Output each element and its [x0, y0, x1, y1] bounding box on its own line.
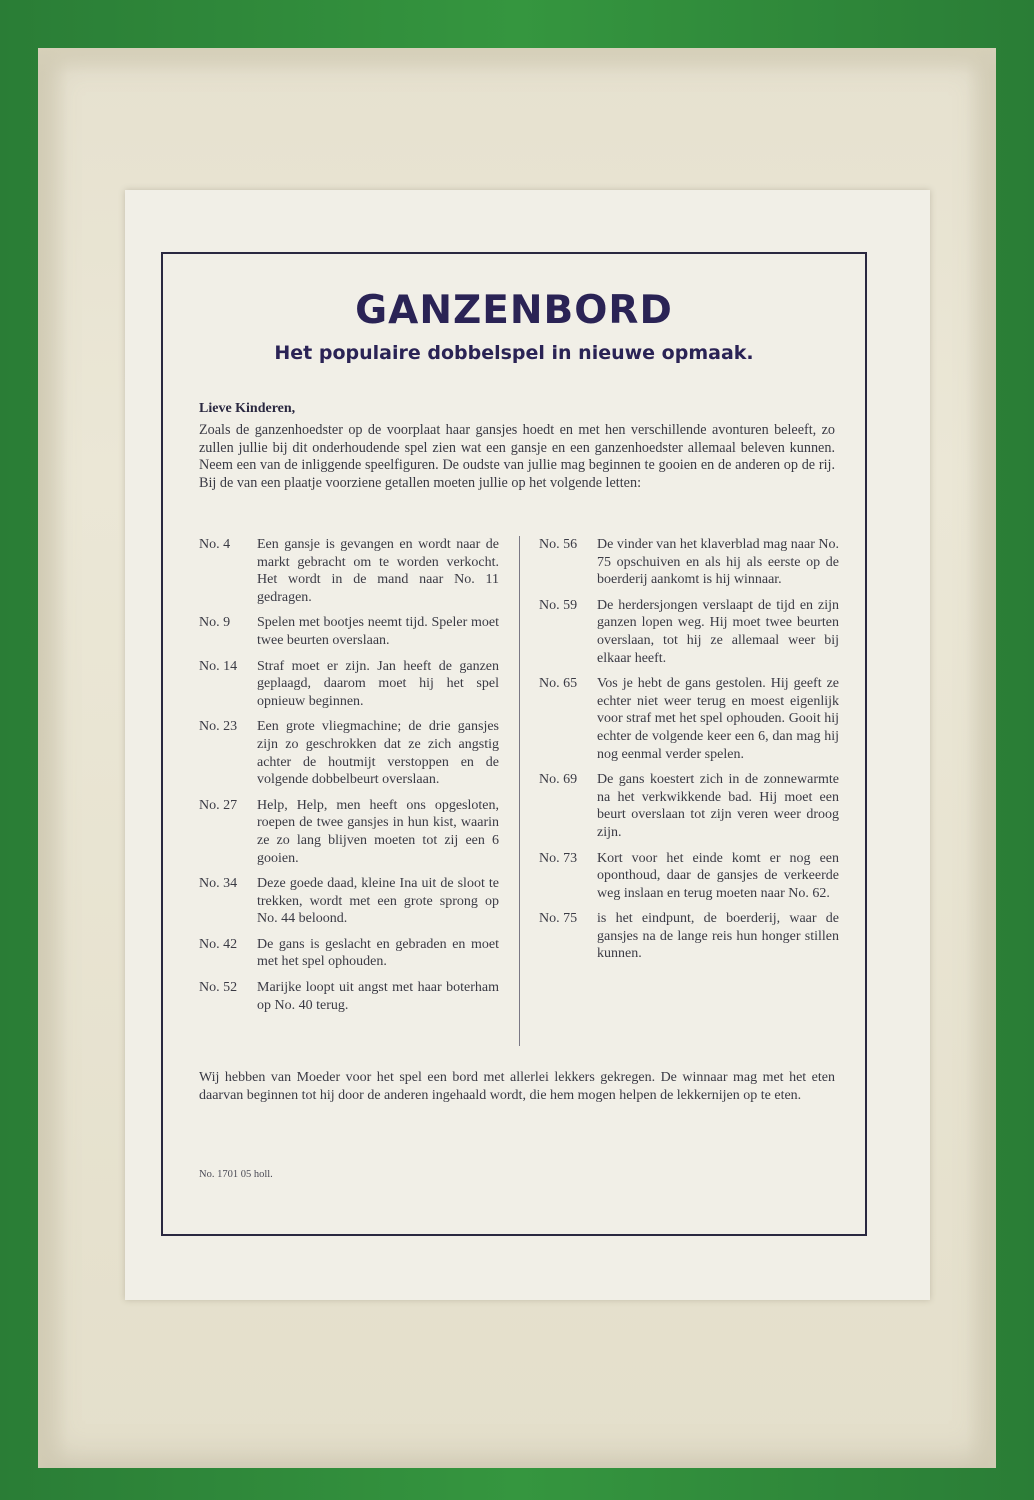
rule-item	[199, 797, 499, 867]
rule-number: No. 59	[539, 597, 578, 613]
rule-text: Een gansje is gevangen en wordt naar de markt gebracht om te worden verkocht. Het wordt in de mand naar No. 11 gedragen.	[257, 537, 499, 605]
rule-number: No. 23	[199, 719, 238, 735]
rule-item	[539, 536, 839, 589]
box-wall-left	[38, 48, 68, 1468]
rule-item	[199, 614, 499, 649]
rule-number: No. 14	[199, 658, 238, 674]
game-subtitle: Het populaire dobbelspel in nieuwe opmaak.	[274, 342, 754, 364]
box-wall-top	[38, 48, 996, 74]
rules-column-left	[199, 536, 499, 1022]
rule-text: Spelen met bootjes neemt tijd. Speler moet twee beurten overslaan.	[257, 615, 499, 648]
rule-item	[199, 658, 499, 711]
rule-text: Vos je hebt de gans gestolen. Hij geeft ze echter niet weer terug en moest eigenlijk voor straf met het spel ophouden. Gooit hij echter de volgende keer een 6, dan mag hij nog eenmal verder spelen.	[597, 676, 839, 762]
box-wall-right	[966, 48, 996, 1468]
rules-sheet	[125, 190, 930, 1300]
rule-number: No. 9	[199, 615, 231, 631]
rule-text: is het eindpunt, de boerderij, waar de gansjes na de lange reis hun honger stillen kunnen.	[597, 911, 839, 962]
rule-text: Een grote vliegmachine; de drie gansjes zijn zo geschrokken dat ze zich angstig achter de houtmijt verstoppen en de volgende dobbelbeurt overslaan.	[257, 719, 499, 788]
rule-item	[539, 675, 839, 763]
rule-item	[539, 771, 839, 841]
rule-number: No. 27	[199, 797, 238, 813]
rules-column-right	[539, 536, 839, 971]
rule-text: Help, Help, men heeft ons opgesloten, roepen de twee gansjes in hun kist, waarin ze zo lang blijven moeten tot zij een 6 gooien.	[257, 797, 499, 866]
rule-item	[539, 910, 839, 963]
rule-number: No. 56	[539, 537, 578, 552]
rule-item	[539, 597, 839, 667]
rule-item	[199, 979, 499, 1014]
column-divider	[519, 536, 520, 1046]
intro-paragraph: Zoals de ganzenhoedster op de voorplaat haar gansjes hoedt en met hen verschillende avonturen beleeft, zo zullen jullie bij dit onderhoudende spel zien wat een gansje en een ganzenhoedster allemaal beleven kunnen. Neem een van de inliggende speelfiguren. De oudste van jullie mag beginnen te gooien en de anderen op de rij. Bij de van een plaatje voorziene getallen moeten jullie op het volgende letten:	[199, 422, 835, 491]
rule-text: Deze goede daad, kleine Ina uit de sloot te trekken, wordt met een grote sprong op No. 44 beloond.	[257, 876, 499, 927]
rule-text: Marijke loopt uit angst met haar boterham op No. 40 terug.	[257, 980, 499, 1013]
rule-text: Kort voor het einde komt er nog een oponthoud, daar de gansjes de verkeerde weg inslaan en terug moeten naar No. 62.	[597, 850, 839, 901]
rules-frame	[161, 252, 867, 1236]
rule-text: De gans is geslacht en gebraden en moet met het spel ophouden.	[257, 936, 499, 970]
rule-item	[199, 718, 499, 788]
rule-text: De vinder van het klaverblad mag naar No. 75 opschuiven en als hij als eerste op de boerderij aankomt is hij winnaar.	[597, 537, 839, 588]
rule-item	[199, 536, 499, 606]
product-code: No. 1701 05 holl.	[199, 1169, 273, 1180]
rule-number: No. 73	[539, 850, 578, 866]
rule-item	[539, 850, 839, 903]
rule-number: No. 34	[199, 876, 238, 892]
rule-item	[199, 936, 499, 971]
rule-text: Straf moet er zijn. Jan heeft de ganzen geplaagd, daarom moet hij het spel opnieuw beginnen.	[257, 658, 499, 709]
rule-number: No. 42	[199, 936, 238, 952]
rule-number: No. 52	[199, 980, 238, 996]
rule-number: No. 69	[539, 772, 578, 788]
greeting: Lieve Kinderen,	[199, 401, 296, 416]
rule-number: No. 65	[539, 676, 578, 692]
rule-item	[199, 875, 499, 928]
rule-text: De gans koestert zich in de zonnewarmte na het verkwikkende bad. Hij moet een beurt overslaan tot zijn veren weer droog zijn.	[597, 772, 839, 840]
game-title: GANZENBORD	[355, 288, 673, 333]
rule-number: No. 75	[539, 911, 578, 927]
rule-text: De herdersjongen verslaapt de tijd en zijn ganzen lopen weg. Hij moet twee beurten overslaan, tot hij ze allemaal weer bij elkaar heeft.	[597, 597, 839, 666]
closing-paragraph: Wij hebben van Moeder voor het spel een bord met allerlei lekkers gekregen. De winnaar mag met het eten daarvan beginnen tot hij door de anderen ingehaald wordt, die hem mogen helpen de lekkernijen op te eten.	[199, 1070, 835, 1103]
rule-number: No. 4	[199, 537, 231, 552]
